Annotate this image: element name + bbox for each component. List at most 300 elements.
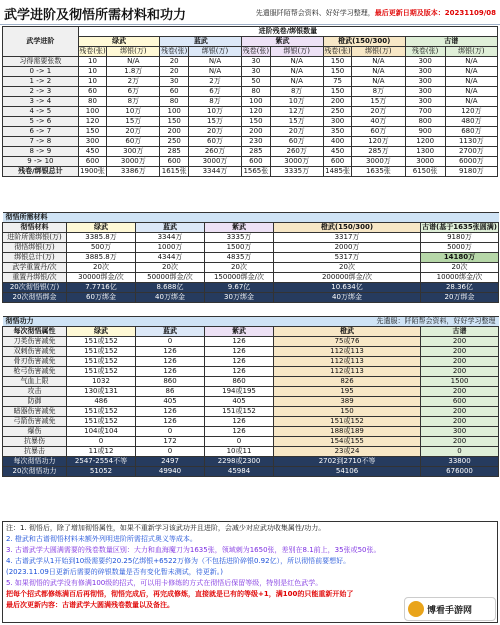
advancement-cell: 60万 — [107, 137, 160, 147]
power-row — [3, 387, 499, 397]
sub-header-silver: 绑银(万) — [352, 47, 405, 57]
material-cell: 7.7716亿 — [67, 283, 136, 293]
advancement-row — [3, 77, 498, 87]
power-cell: 154或155 — [274, 437, 421, 447]
advancement-cell: 9180万 — [445, 167, 497, 177]
material-row-label: 武学重置丹/次 — [3, 263, 67, 273]
advancement-row — [3, 157, 498, 167]
note-line: 4. 古谱武学从1开始到10级需要约20.25亿绑银+6522万修为（不包括进阶碎银0.92亿），所以彻悟前要想好。 — [6, 557, 351, 565]
advancement-cell: 300万 — [107, 147, 160, 157]
advancement-cell: 3344万 — [188, 167, 241, 177]
material-cell: 4344万 — [136, 253, 205, 263]
power-row-label: 弓箭伤害减免 — [3, 417, 67, 427]
power-cell: 151或152 — [67, 407, 136, 417]
advancement-row — [3, 137, 498, 147]
header-credit: 先遣服阡陌帮会资料、好好学习整理， — [255, 9, 375, 17]
power-row-label: 抗暴击 — [3, 447, 67, 457]
material-cell: 30万绑金 — [205, 293, 274, 303]
advancement-group-header: 进阶残卷/绑银数量 — [78, 27, 497, 37]
advancement-cell: 120 — [78, 117, 106, 127]
advancement-cell: 150 — [323, 67, 351, 77]
advancement-cell: 12万 — [270, 107, 323, 117]
advancement-cell: 300 — [405, 87, 445, 97]
advancement-cell: 2700万 — [445, 147, 497, 157]
advancement-cell: 100 — [78, 107, 106, 117]
advancement-cell: 1565张 — [243, 167, 269, 175]
material-cell: 50000绑金/次 — [136, 273, 205, 283]
material-row — [3, 273, 499, 283]
advancement-cell: 480万 — [445, 117, 497, 127]
power-cell: 126 — [205, 367, 274, 377]
advancement-cell: 700 — [405, 107, 445, 117]
material-section-title: 彻悟所需材料 — [3, 213, 499, 223]
power-row-label: 枪弓伤害减免 — [3, 367, 67, 377]
power-cell: 0 — [205, 437, 274, 447]
advancement-cell: N/A — [352, 67, 405, 77]
power-row-label: 攻击 — [3, 387, 67, 397]
advancement-cell: N/A — [445, 67, 497, 77]
note-line: (2023.11.09日更新后需要的碎银数量是否有变化暂未测试，待更新。) — [6, 568, 224, 576]
material-cell: 5317万 — [274, 253, 421, 263]
power-head-ancient: 古谱 — [421, 327, 499, 337]
power-row-label: 骨刃伤害减免 — [3, 357, 67, 367]
power-row — [3, 437, 499, 447]
school-header-green: 绿武 — [78, 37, 160, 47]
advancement-cell: 10万 — [188, 107, 241, 117]
power-cell: 104或104 — [67, 427, 136, 437]
power-cell: 23或24 — [274, 447, 421, 457]
material-cell: 3885.8万 — [67, 253, 136, 263]
advancement-cell: 6000万 — [445, 157, 497, 167]
advancement-cell: 3000万 — [270, 157, 323, 167]
power-row — [3, 357, 499, 367]
power-row-label: 抗暴伤 — [3, 437, 67, 447]
school-header-ancient: 古谱 — [405, 37, 497, 47]
power-row-label: 爆伤 — [3, 427, 67, 437]
advancement-cell: N/A — [445, 57, 497, 67]
advancement-cell: 6150张 — [405, 167, 445, 177]
power-cell: 860 — [205, 377, 274, 387]
advancement-cell: 10万 — [107, 107, 160, 117]
power-cell: 0 — [136, 447, 205, 457]
power-row-label: 刀类伤害减免 — [3, 337, 67, 347]
material-cell: 1000万 — [136, 243, 205, 253]
advancement-row-label: 残卷/绑银总计 — [3, 167, 79, 177]
advancement-cell: 1615张 — [161, 167, 187, 175]
power-cell: 188或189 — [274, 427, 421, 437]
advancement-row — [3, 87, 498, 97]
advancement-table — [2, 26, 498, 177]
power-cell: 151或152 — [67, 347, 136, 357]
power-cell: 54106 — [274, 467, 421, 477]
material-row — [3, 283, 499, 293]
material-row — [3, 243, 499, 253]
advancement-cell: 3000万 — [352, 157, 405, 167]
advancement-cell: 10 — [78, 57, 106, 67]
power-cell: 1032 — [67, 377, 136, 387]
power-cell: 200 — [421, 407, 499, 417]
advancement-cell: 1130万 — [445, 137, 497, 147]
power-cell: 126 — [205, 337, 274, 347]
power-cell: 200 — [421, 367, 499, 377]
note-line: 3. 古谱武学大圆满需要的残卷数量区别：大力和血海魔刀为1635张，领域刺为1650张，差别在8.1前上，35张或50张。 — [6, 546, 381, 554]
power-cell: 126 — [205, 357, 274, 367]
power-cell: 0 — [421, 447, 499, 457]
power-row — [3, 467, 499, 477]
advancement-cell: 8万 — [188, 97, 241, 107]
material-cell: 60万绑金 — [67, 293, 136, 303]
power-cell: 860 — [136, 377, 205, 387]
material-cell: 8.688亿 — [136, 283, 205, 293]
advancement-cell: 60 — [160, 87, 188, 97]
advancement-cell: 1300 — [405, 147, 445, 157]
material-head-orange: 橙武(150/300) — [274, 223, 421, 233]
material-cell: 3385.8万 — [67, 233, 136, 243]
advancement-cell: 120万 — [445, 107, 497, 117]
advancement-cell: N/A — [270, 67, 323, 77]
power-cell: 172 — [136, 437, 205, 447]
power-row-label: 暗器伤害减免 — [3, 407, 67, 417]
advancement-cell: 8万 — [107, 97, 160, 107]
advancement-cell: 20万 — [188, 127, 241, 137]
advancement-cell: 285 — [160, 147, 188, 157]
advancement-row-label: 0 -> 1 — [3, 67, 79, 77]
advancement-cell: N/A — [107, 57, 160, 67]
advancement-cell: 80 — [160, 97, 188, 107]
advancement-cell: 680万 — [445, 127, 497, 137]
power-row — [3, 347, 499, 357]
power-row — [3, 397, 499, 407]
advancement-row-label: 习得需要张数 — [3, 57, 79, 67]
power-cell: 151或152 — [67, 417, 136, 427]
school-header-purple: 紫武 — [242, 37, 324, 47]
power-cell: 0 — [136, 427, 205, 437]
material-cell: 28.36亿 — [421, 283, 499, 293]
advancement-cell: 1200 — [405, 137, 445, 147]
power-row — [3, 447, 499, 457]
power-cell: 2547-2554不等 — [67, 457, 136, 467]
power-section-title: 彻悟功力 — [3, 317, 205, 327]
advancement-cell: 260万 — [188, 147, 241, 157]
power-cell: 200 — [421, 337, 499, 347]
power-cell: 200 — [421, 347, 499, 357]
power-cell: 676000 — [421, 467, 499, 477]
advancement-cell: 800 — [405, 117, 445, 127]
advancement-cell: 150 — [242, 117, 270, 127]
material-row — [3, 293, 499, 303]
power-cell: 2298或2300 — [205, 457, 274, 467]
advancement-cell: N/A — [352, 57, 405, 67]
power-cell: 200 — [421, 357, 499, 367]
advancement-cell: 150 — [323, 87, 351, 97]
school-header-orange: 橙武(150/300) — [323, 37, 405, 47]
advancement-cell: 80 — [242, 87, 270, 97]
advancement-cell: 600 — [242, 157, 270, 167]
advancement-cell: 75 — [323, 77, 351, 87]
power-cell: 45984 — [205, 467, 274, 477]
power-row — [3, 457, 499, 467]
advancement-cell: 3000 — [405, 157, 445, 167]
power-head-purple: 紫武 — [205, 327, 274, 337]
advancement-cell: 10 — [78, 77, 106, 87]
advancement-cell: 30 — [160, 77, 188, 87]
advancement-cell: 15万 — [188, 117, 241, 127]
power-cell: 194或195 — [205, 387, 274, 397]
material-row-label: 20次彻悟绑金 — [3, 293, 67, 303]
material-cell: 150000绑金/次 — [205, 273, 274, 283]
power-cell: 0 — [67, 437, 136, 447]
material-cell: 200000绑金/次 — [274, 273, 421, 283]
material-cell: 20次 — [274, 263, 421, 273]
advancement-cell: 260万 — [270, 147, 323, 157]
sub-header-silver: 绑银(万) — [445, 47, 497, 57]
advancement-row-label: 8 -> 9 — [3, 147, 79, 157]
power-cell: 0 — [136, 337, 205, 347]
power-cell: 200 — [421, 387, 499, 397]
power-cell: 126 — [205, 347, 274, 357]
power-cell: 151或152 — [67, 357, 136, 367]
material-cell: 20次 — [136, 263, 205, 273]
advancement-cell: 600 — [78, 157, 106, 167]
material-cell: 2000万 — [274, 243, 421, 253]
advancement-cell: 60万 — [352, 127, 405, 137]
power-cell: 112或113 — [274, 367, 421, 377]
advancement-cell: 3000万 — [188, 157, 241, 167]
advancement-row — [3, 67, 498, 77]
power-cell: 2702到2710不等 — [274, 457, 421, 467]
advancement-cell: 20 — [160, 57, 188, 67]
advancement-cell: 1635张 — [352, 167, 405, 177]
sub-header-silver: 绑银(万) — [188, 47, 241, 57]
power-cell: 200 — [421, 437, 499, 447]
power-row — [3, 427, 499, 437]
advancement-cell: 1485张 — [325, 167, 350, 175]
advancement-cell: 200 — [160, 127, 188, 137]
advancement-cell: 80 — [78, 97, 106, 107]
advancement-cell: 200 — [323, 97, 351, 107]
advancement-row — [3, 147, 498, 157]
advancement-cell: 40万 — [352, 117, 405, 127]
advancement-row-label: 6 -> 7 — [3, 127, 79, 137]
power-cell: 112或113 — [274, 357, 421, 367]
power-cell: 126 — [205, 417, 274, 427]
advancement-cell: 350 — [323, 127, 351, 137]
power-cell: 86 — [136, 387, 205, 397]
advancement-cell: 20 — [160, 67, 188, 77]
advancement-cell: 900 — [405, 127, 445, 137]
advancement-cell: N/A — [445, 77, 497, 87]
advancement-cell: 300 — [405, 97, 445, 107]
advancement-cell: 300 — [323, 117, 351, 127]
note-line: 最后次更新内容：古谱武学大圆满残卷数量以及备注。 — [6, 601, 174, 609]
power-row-label: 20次彻悟功力 — [3, 467, 67, 477]
advancement-cell: 3386万 — [107, 167, 160, 177]
site-logo — [404, 597, 496, 621]
power-row — [3, 337, 499, 347]
advancement-cell: N/A — [445, 87, 497, 97]
sub-header-silver: 绑银(万) — [270, 47, 323, 57]
power-cell: 300 — [421, 427, 499, 437]
advancement-cell: 250 — [323, 107, 351, 117]
power-cell: 126 — [136, 417, 205, 427]
advancement-cell: 3335万 — [270, 167, 323, 177]
header-meta — [256, 8, 496, 18]
advancement-cell: 100 — [242, 97, 270, 107]
advancement-row-label: 2 -> 3 — [3, 87, 79, 97]
page-title: 武学进阶及彻悟所需材料和功力 — [4, 8, 187, 23]
power-cell: 11或12 — [67, 447, 136, 457]
advancement-cell: 120万 — [352, 137, 405, 147]
advancement-cell: 300 — [405, 67, 445, 77]
note-line: 注：1. 彻悟后，除了增加彻悟属性，如果不重新学习该武功并且进阶，会减少对应武功收集属性/功力。 — [6, 524, 326, 532]
advancement-cell: 1900张 — [80, 167, 105, 175]
advancement-cell: 150 — [323, 57, 351, 67]
material-cell: 3317万 — [274, 233, 421, 243]
power-cell: 126 — [136, 367, 205, 377]
advancement-row — [3, 127, 498, 137]
advancement-cell: 285 — [242, 147, 270, 157]
advancement-cell: 20万 — [352, 107, 405, 117]
material-head-ancient: 古谱(基于1635张圆满) — [422, 223, 497, 231]
note-line: 把每个招式都修练满百后再彻悟，彻悟完成后，再完成修炼，直接就是已有的等级+1，满100的只能重新开始了 — [6, 590, 354, 598]
advancement-cell: 50 — [242, 77, 270, 87]
power-row-label: 防御 — [3, 397, 67, 407]
power-cell: 151或152 — [67, 367, 136, 377]
material-cell: 20次 — [421, 263, 499, 273]
advancement-cell: 600 — [323, 157, 351, 167]
material-cell: 9.67亿 — [205, 283, 274, 293]
material-cell: 5000万 — [421, 243, 499, 253]
power-cell: 126 — [205, 427, 274, 437]
advancement-cell: 600 — [160, 157, 188, 167]
material-cell: 3344万 — [136, 233, 205, 243]
material-row — [3, 233, 499, 243]
logo-icon — [408, 601, 424, 617]
material-row — [3, 253, 499, 263]
material-cell: 10000绑金/次 — [421, 273, 499, 283]
power-cell: 126 — [136, 347, 205, 357]
power-cell: 151或152 — [274, 417, 421, 427]
power-cell: 486 — [67, 397, 136, 407]
material-row — [3, 263, 499, 273]
material-cell: 10.634亿 — [274, 283, 421, 293]
advancement-cell: 3000万 — [107, 157, 160, 167]
header-update: 最后更新日期及版本：20231109/08 — [374, 9, 496, 17]
power-cell: 1500 — [421, 377, 499, 387]
material-row-label: 彻悟绑银(万) — [3, 243, 67, 253]
material-head-label: 彻悟材料 — [3, 223, 67, 233]
power-head-label: 每次彻悟属性 — [3, 327, 67, 337]
power-cell: 130或131 — [67, 387, 136, 397]
power-cell: 195 — [274, 387, 421, 397]
note-line: 5. 如果彻悟的武学没有修满100级的招式，可以用卡修练的方式在彻悟后保留等级，特别是红色武学。 — [6, 579, 323, 587]
advancement-cell: 150 — [160, 117, 188, 127]
material-head-blue: 蓝武 — [136, 223, 205, 233]
advancement-cell: 450 — [323, 147, 351, 157]
advancement-cell: N/A — [188, 57, 241, 67]
advancement-cell: 10 — [78, 67, 106, 77]
material-cell: 40万绑金 — [136, 293, 205, 303]
material-cell: 14180万 — [421, 253, 499, 263]
advancement-cell: 300 — [78, 137, 106, 147]
material-head-green: 绿武 — [67, 223, 136, 233]
advancement-cell: 60万 — [188, 137, 241, 147]
advancement-row-label: 7 -> 8 — [3, 137, 79, 147]
power-cell: 33800 — [421, 457, 499, 467]
advancement-cell: N/A — [188, 67, 241, 77]
advancement-cell: 20万 — [107, 127, 160, 137]
material-cell: 4835万 — [205, 253, 274, 263]
power-cell: 51052 — [67, 467, 136, 477]
advancement-cell: 450 — [78, 147, 106, 157]
advancement-cell: 285万 — [352, 147, 405, 157]
power-section-credit: 先遣服：阡陌帮会资料，好好学习整理 — [205, 317, 499, 327]
advancement-row-label: 武学进阶 — [3, 27, 79, 57]
sub-header-scroll: 残卷(张) — [79, 47, 106, 55]
advancement-cell: 60 — [78, 87, 106, 97]
advancement-cell: 100 — [160, 107, 188, 117]
power-row — [3, 367, 499, 377]
advancement-cell: 60万 — [270, 137, 323, 147]
advancement-cell: 250 — [160, 137, 188, 147]
advancement-row — [3, 97, 498, 107]
advancement-cell: 2万 — [188, 77, 241, 87]
material-cell: 20次 — [67, 263, 136, 273]
advancement-cell: 8万 — [352, 87, 405, 97]
power-cell: 405 — [205, 397, 274, 407]
note-line: 2. 橙武和古谱彻悟材料未额外列明进阶所需招式奥义等成本。 — [6, 535, 197, 543]
power-cell: 405 — [136, 397, 205, 407]
power-cell: 75或76 — [274, 337, 421, 347]
material-cell: 500万 — [67, 243, 136, 253]
advancement-row-label: 3 -> 4 — [3, 97, 79, 107]
material-cell: 9180万 — [421, 233, 499, 243]
power-cell: 200 — [421, 417, 499, 427]
power-cell: 151或152 — [67, 337, 136, 347]
power-row — [3, 407, 499, 417]
header — [0, 0, 500, 25]
power-row-label: 气血上限 — [3, 377, 67, 387]
advancement-cell: 6万 — [107, 87, 160, 97]
advancement-row — [3, 117, 498, 127]
power-cell: 150 — [274, 407, 421, 417]
material-row-label: 进阶所需绑银(万) — [3, 233, 67, 243]
advancement-row-label: 1 -> 2 — [3, 77, 79, 87]
power-row-label: 每次彻悟功力 — [3, 457, 67, 467]
advancement-cell: 30 — [242, 67, 270, 77]
power-cell: 126 — [136, 357, 205, 367]
power-cell: 2497 — [136, 457, 205, 467]
material-cell: 20次 — [205, 263, 274, 273]
advancement-cell: 20万 — [270, 127, 323, 137]
advancement-row — [3, 107, 498, 117]
advancement-row-label: 5 -> 6 — [3, 117, 79, 127]
power-cell: 151或152 — [205, 407, 274, 417]
power-cell: 600 — [421, 397, 499, 407]
advancement-cell: 30 — [242, 57, 270, 67]
sub-header-scroll: 残卷(张) — [160, 47, 188, 55]
material-cell: 1500万 — [205, 243, 274, 253]
advancement-cell: 300 — [405, 57, 445, 67]
advancement-cell: N/A — [270, 77, 323, 87]
sub-header-scroll: 残卷(张) — [242, 47, 270, 55]
advancement-cell: 200 — [242, 127, 270, 137]
advancement-cell: 1.8万 — [107, 67, 160, 77]
advancement-cell: N/A — [270, 57, 323, 67]
sub-header-silver: 绑银(万) — [107, 47, 160, 57]
advancement-cell: 10万 — [270, 97, 323, 107]
advancement-total-row — [3, 167, 498, 177]
